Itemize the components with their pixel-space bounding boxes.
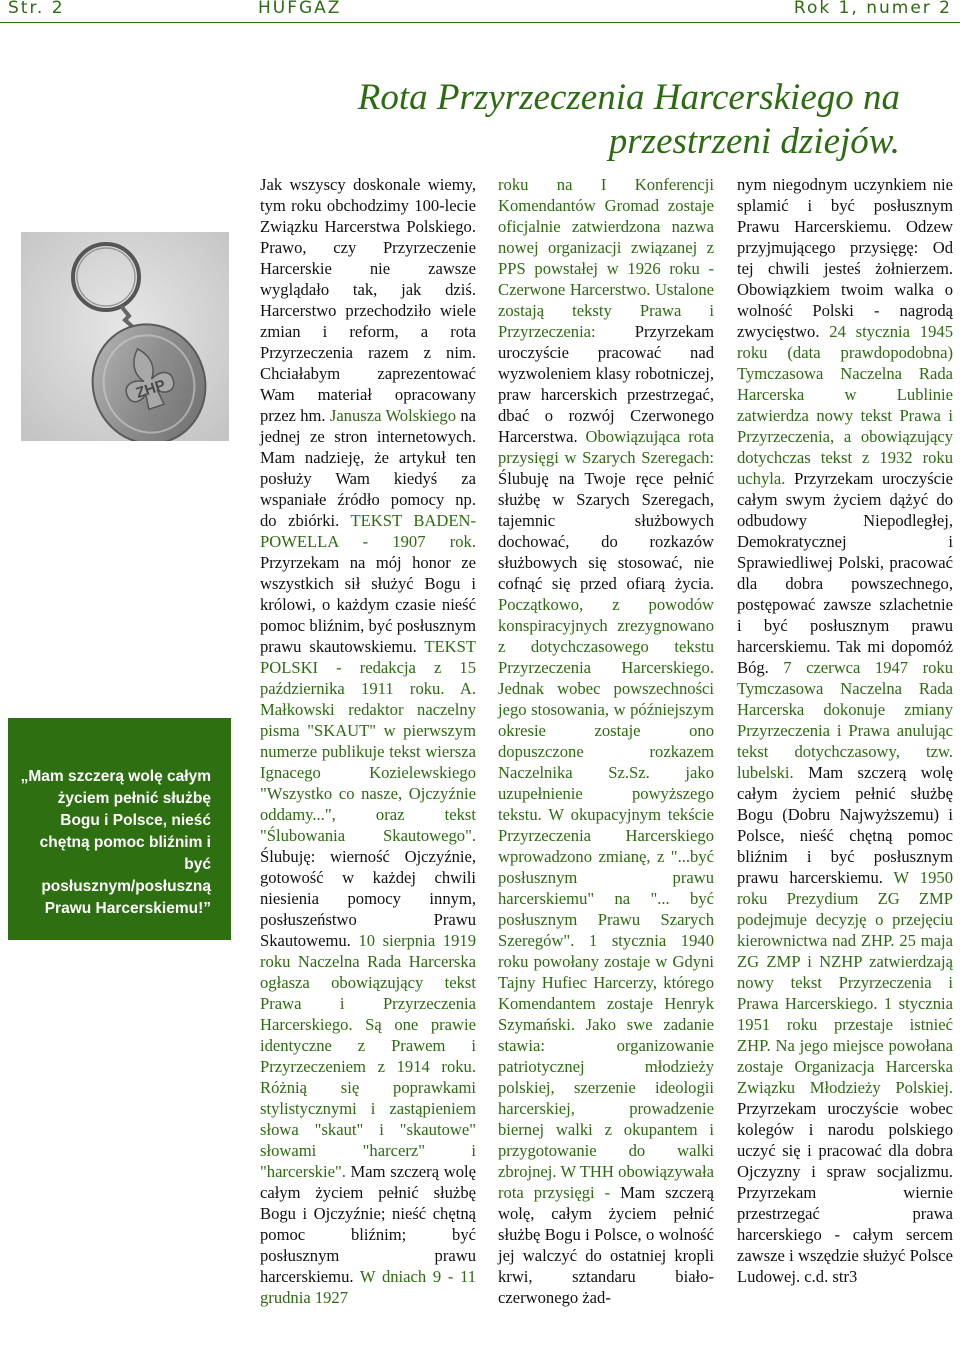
text-segment: Jak wszyscy doskonale wiemy, tym roku obchodzimy 100-lecie Związku Harcerstwa Polskiego. Prawo, czy Przyrzeczenie Harcerskie nie zawsze wyglądało tak, jak dziś. Harcerstwo przechodziło wiele zmian i reform, a rota Przyrzeczenia razem z nim. Chciałabym zaprezentować Wam materiał opracowany przez hm. xyxy=(260,175,476,425)
pledge-quote: „Mam szczerą wolę całym życiem pełnić służbę Bogu i Polsce, nieść chętną pomoc bliźnim i być posłusznym/posłuszną Prawu Harcerskiemu!” xyxy=(20,768,211,917)
text-segment: Ślubuję: wierność Ojczyźnie, gotowość w każdej chwili niesienia pomocy innym, posłuszeństwo Prawu Skautowemu. xyxy=(260,847,476,950)
article-column-2 xyxy=(498,174,714,1308)
article-title: Rota Przyrzeczenia Harcerskiego na przestrzeni dziejów. xyxy=(357,77,900,162)
text-segment: Przyrzekam uroczyście wobec kolegów i narodu polskiego uczyć się i pracować dla dobra Ojczyzny i spraw socjalizmu. Przyrzekam wiernie przestrzegać prawa harcerskiego - całym sercem zawsze i wszędzie służyć Polsce Ludowej. c.d. str3 xyxy=(737,1099,953,1286)
keychain-image xyxy=(21,232,229,441)
text-segment: Przyrzekam uroczyście całym swym życiem dążyć do odbudowy Niepodległej, Demokratycznej i Sprawiedliwej Polski, pracować dla dobra powszechnego, postępować zawsze szlachetnie i być posłusznym prawu harcerskiemu. Tak mi dopomóż Bóg. xyxy=(737,469,953,677)
text-segment: W dniach 9 - 11 grudnia 1927 xyxy=(260,1267,476,1307)
text-segment: W 1950 roku Prezydium ZG ZMP podejmuje decyzję o przejęciu kierownictwa nad ZHP. 25 maja ZG ZMP i NZHP zatwierdzają nowy tekst Przyrzeczenia i Prawa Harcerskiego. 1 stycznia 1951 roku przestaje istnieć ZHP. Na jego miejsce powołana zostaje Organizacja Harcerska Związku Młodzieży Polskiej. xyxy=(737,868,953,1097)
article-column-3 xyxy=(737,174,953,1287)
quote-box xyxy=(8,718,231,940)
text-segment: Mam szczerą wolę, całym życiem pełnić służbę Bogu i Polsce, o wolność jej walczyć do ostatniej kropli krwi, sztandaru biało-czerwonego żad- xyxy=(498,1183,714,1307)
article-column-1 xyxy=(260,174,476,1308)
keychain-photo xyxy=(21,232,229,441)
svg-text:ZHP: ZHP xyxy=(133,376,168,402)
page-header xyxy=(0,0,960,22)
text-segment: TEKST BADEN-POWELLA - 1907 rok. xyxy=(260,511,476,551)
text-segment: Przyrzekam uroczyście pracować nad wyzwoleniem klasy robotniczej, praw harcerskich przestrzegać, dbać o rozwój Czerwonego Harcerstwa. xyxy=(498,322,714,446)
text-segment: Początkowo, z powodów konspiracyjnych zrezygnowano z dotychczasowego tekstu Przyrzeczenia Harcerskiego. Jednak wobec powszechności jego stosowania, w późniejszym okresie zostaje ono dopuszczone rozkazem Naczelnika Sz.Sz. jako uzupełnienie powyższego tekstu. W okupacyjnym tekście Przyrzeczenia Harcerskiego wprowadzono zmianę, z "...być posłusznym prawu harcerskiemu" na "... być posłusznym Prawu Szarych Szeregów". 1 stycznia 1940 roku powołany zostaje w Gdyni Tajny Hufiec Harcerzy, którego Komendantem zostaje Henryk Szymański. Jako swe zadanie stawia: organizowanie patriotycznej młodzieży polskiej, szerzenie ideologii harcerskiej, prowadzenie biernej walki z okupantem i przygotowanie do walki zbrojnej. W THH obowiązywała rota przysięgi - xyxy=(498,595,714,1202)
publication-name: HUFGAZ xyxy=(258,0,342,18)
text-segment: TEKST POLSKI - redakcja z 15 października 1911 roku. A. Małkowski redaktor naczelny pisma "SKAUT" w pierwszym numerze publikuje tekst wiersza Ignacego Kozielewskiego "Wszystko co nasze, Ojczyźnie oddamy...", oraz tekst "Ślubowania Skautowego". xyxy=(260,637,476,845)
text-segment: Janusza Wolskiego xyxy=(329,406,457,425)
text-segment: 10 sierpnia 1919 roku Naczelna Rada Harcerska ogłasza obowiązujący tekst Prawa i Przyrzeczenia Harcerskiego. Są one prawie identyczne z Prawem i Przyrzeczeniem z 1914 roku. Różnią się poprawkami stylistycznymi i zastąpieniem słowa "skaut" i "skautowe" słowami "harcerz" i "harcerskie". xyxy=(260,931,477,1181)
text-segment: 7 czerwca 1947 roku Tymczasowa Naczelna Rada Harcerska dokonuje zmiany Przyrzeczenia i Prawa anulując tekst dotychczasowy, tzw. lubelski. xyxy=(737,658,953,782)
text-segment: Ślubuję na Twoje ręce pełnić służbę w Szarych Szeregach, tajemnic służbowych dochować, do rozkazów służbowych się stosować, nie cofnąć się przed ofiarą życia. xyxy=(498,469,714,593)
header-divider xyxy=(0,22,960,23)
page-number: Str. 2 xyxy=(8,0,65,18)
text-segment: Mam szczerą wolę całym życiem pełnić służbę Bogu i Ojczyźnie; nieść chętną pomoc bliźnim; być posłusznym prawu harcerskiemu. xyxy=(260,1162,476,1286)
text-segment: Mam szczerą wolę całym życiem pełnić służbę Bogu (Dobru Najwyższemu) i Polsce, nieść chętną pomoc bliźnim i być posłusznym prawu harcerskiemu. xyxy=(737,763,953,887)
text-segment: na jednej ze stron internetowych. Mam nadzieję, że artykuł ten posłuży Wam kiedyś za wspaniałe źródło pomocy np. do zbiórki. xyxy=(260,406,476,530)
text-segment: Przyrzekam na mój honor ze wszystkich sił służyć Bogu i królowi, o każdym czasie nieść pomoc bliźnim, być posłusznym prawu skautowskiemu. xyxy=(260,553,476,656)
text-segment: nym niegodnym uczynkiem nie splamić i być posłusznym Prawu Harcerskiemu. Odzew przyjmującego przysięgę: Od tej chwili jesteś żołnierzem. Obowiązkiem twoim walka o wolność Polski - nagrodą zwycięstwo. xyxy=(737,175,953,341)
issue-info: Rok 1, numer 2 xyxy=(793,0,952,18)
text-segment: 24 stycznia 1945 roku (data prawdopodobna) Tymczasowa Naczelna Rada Harcerska w Lublinie zatwierdza nowy tekst Prawa i Przyrzeczenia, a obowiązujący dotychczas tekst z 1932 roku uchyla. xyxy=(737,322,953,488)
text-segment: Obowiązująca rota przysięgi w Szarych Szeregach: xyxy=(498,427,714,467)
text-segment: roku na I Konferencji Komendantów Gromad zostaje oficjalnie zatwierdzona nazwa nowej organizacji związanej z PPS powstałej w 1926 roku - Czerwone Harcerstwo. Ustalone zostają teksty Prawa i Przyrzeczenia: xyxy=(498,175,714,341)
